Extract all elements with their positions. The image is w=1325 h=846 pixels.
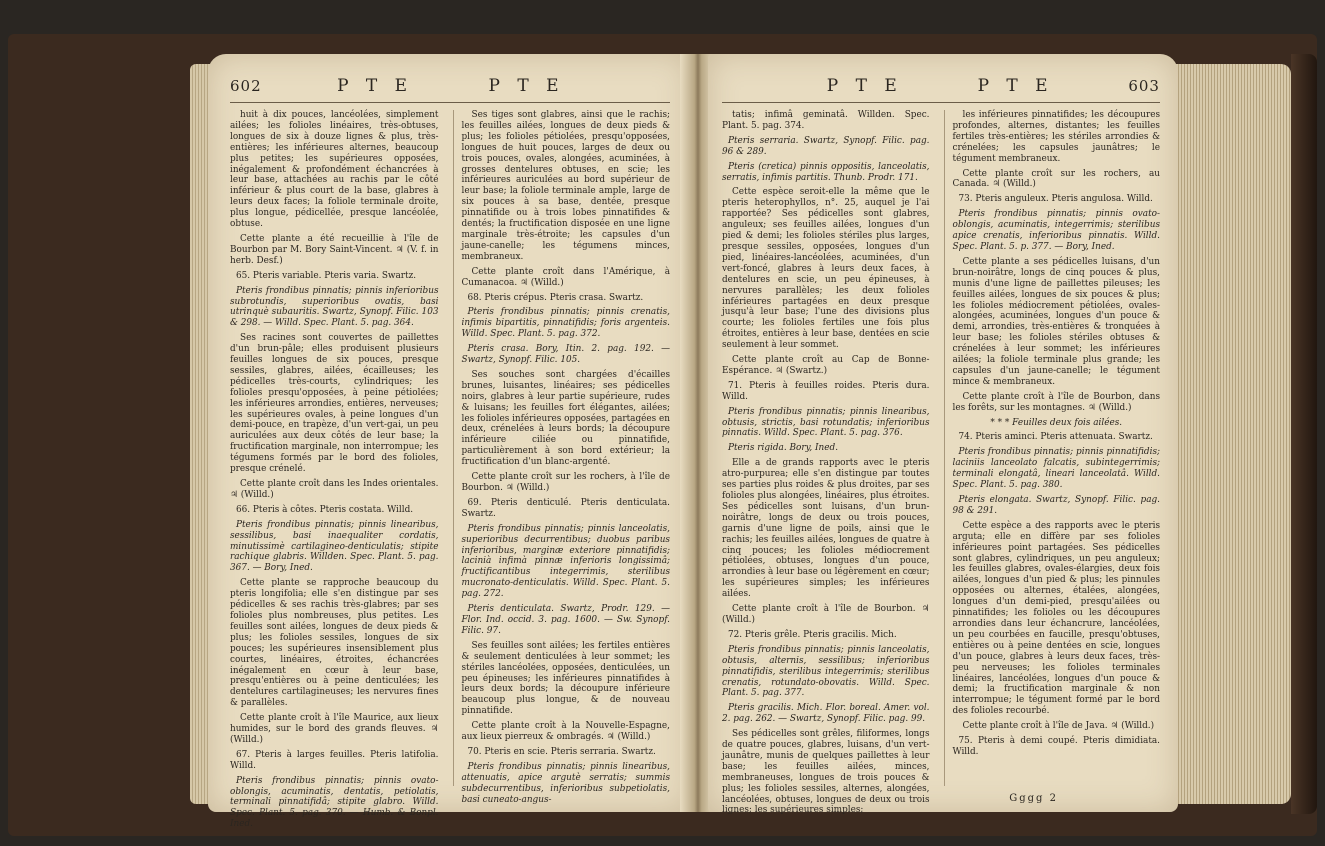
spine-shadow <box>1291 54 1317 814</box>
text-paragraph: Pteris frondibus pinnatis; pinnis linearibus, sessilibus, basi inaequaliter cordatis, minutissimè cartilagineo-denticulatis; stipite rachique glabris. Willden. Spec. Plant. 5. pag. 367. — Bory, Ined. <box>230 519 439 574</box>
right-running-head <box>722 76 1160 98</box>
left-running-head <box>230 76 670 98</box>
text-paragraph: les inférieures pinnatifides; les découpures profondes, alternes, distantes; les feuilles fertiles très-entières; les stériles arrondies & crénelées; les capsules jaunâtres; le tégument membraneux. <box>952 110 1160 164</box>
text-paragraph: Ses tiges sont glabres, ainsi que le rachis; les feuilles ailées, longues de deux pieds & plus; les folioles pétiolées, presqu'opposées, longues de huit pouces, larges de deux ou trois pouces, ovales, alongées, acuminées, à grosses dentelures obtuses, en scie; les inférieures auriculées au bord supérieur de leur base; la foliole terminale ample, large de six pouces à sa base, dentée, presque pinnatifide ou à trois lobes pinnatifides & dentés; la fructification disposée en une ligne marginale très-étroite; les capsules d'un jaune-canelle; les tégumens minces, membraneux. <box>461 110 670 262</box>
text-paragraph: Elle a de grands rapports avec le pteris atro-purpurea; elle s'en distingue par toutes ses parties plus roides & plus droites, par ses folioles plus alongées, linéaires, plus étroites. Ses pédicelles sont luisans, d'un brun-noirâtre, longs de deux ou trois pouces, garnis d'une ligne de poils, ainsi que le rachis; les feuilles ailées, longues de quatre à cinq pouces; les folioles médiocrement pétiolées, obtuses, longues d'un pouce, arrondies à leur base ou légèrement en cœur; les supérieures simples; les inférieures ailées. <box>722 458 930 600</box>
right-head-col1: P T E <box>826 76 903 96</box>
text-paragraph: Pteris frondibus pinnatis; pinnis linearibus, attenuatis, apice argutè serratis; summis subdecurrentibus, inferioribus subpetiolatis, basi cuneato-angus- <box>461 761 670 805</box>
left-head-col2: P T E <box>488 76 565 96</box>
text-paragraph: huit à dix pouces, lancéolées, simplement ailées; les folioles linéaires, très-obtuses, longues de six à douze lignes & plus, très-entières; les inférieures alternes, beaucoup plus petites; les supérieures opposées, inégalement & profondément échancrées à leur base, attachées au rachis par le côté inférieur & plus court de la base, glabres à leurs deux faces; la foliole terminale droite, plus longue, pédicellée, presque lancéolée, obtuse. <box>230 110 439 230</box>
text-paragraph: Pteris frondibus pinnatis; pinnis pinnatifidis; laciniis lanceolato falcatis, subintegerrimis; terminali elongatâ, lineari lanceolatâ. Willd. Spec. Plant. 5. pag. 380. <box>952 447 1160 491</box>
signature-mark: Gggg 2 <box>1009 793 1058 804</box>
text-paragraph: 69. Pteris denticulé. Pteris denticulata. Swartz. <box>461 497 670 519</box>
text-paragraph: Pteris frondibus pinnatis; pinnis lanceolatis, superioribus decurrentibus; duobus paribus inferioribus, marginæ exteriore pinnatifidis; lacinià infimà pinnæ inferioris longissimâ; fructificantibus integerrimis, sterilibus mucronato-denticulatis. Willd. Spec. Plant. 5. pag. 272. <box>461 523 670 600</box>
text-paragraph: Cette plante a été recueillie à l'île de Bourbon par M. Bory Saint-Vincent. ♃ (V. f. in herb. Desf.) <box>230 233 439 266</box>
text-paragraph: Cette plante croît sur les rochers, à l'île de Bourbon. ♃ (Willd.) <box>461 472 670 493</box>
text-paragraph: Cette plante se rapproche beaucoup du pteris longifolia; elle s'en distingue par ses pédicelles & ses rachis très-glabres; par ses folioles plus nombreuses, plus petites. Les feuilles sont ailées, longues de deux pieds & plus; les folioles sessiles, longues de six pouces; les supérieures insensiblement plus courtes, linéaires, étroites, échancrées inégalement en cœur à leur base, presqu'entières ou à peine denticulées; les dentelures cartilagineuses; les nervures fines & parallèles. <box>230 578 439 709</box>
left-column-1 <box>230 110 439 830</box>
text-paragraph: Ses racines sont couvertes de paillettes d'un brun-pâle; elles produisent plusieurs feuilles longues de six pouces, presque sessiles, glabres, ailées, écailleuses; les pédicelles très-courts, cylindriques; les folioles presqu'opposées, à peine pétiolées; les inférieures arrondies, entières, nerveuses; les supérieures ovales, à peine longues d'un demi-pouce, en trapèze, d'un vert-gai, un peu auriculées aux deux côtés de leur base; la fructification marginale, non interrompue; les tégumens formés par le bord des folioles, presque crénelé. <box>230 333 439 475</box>
text-paragraph: Pteris frondibus pinnatis; pinnis lanceolatis, obtusis, alternis, sessilibus; inferioribus pinnatifidis, sterilibus integerrimis; sterilibus crenatis, rotundato-obovatis. Willd. Spec. Plant. 5. pag. 377. <box>722 644 930 699</box>
text-paragraph: Pteris frondibus pinnatis; pinnis ovato-oblongis, acuminatis, integerrimis; sterilibus apice crenatis, inferioribus pinnatis. Willd. Spec. Plant. 5. p. 377. — Bory, Ined. <box>952 209 1160 252</box>
text-paragraph: Pteris frondibus pinnatis; pinnis crenatis, infimis bipartitis, pinnatifidis; foris argenteis. Willd. Spec. Plant. 5. pag. 372. <box>461 307 670 340</box>
text-paragraph: Pteris denticulata. Swartz, Prodr. 129. — Flor. Ind. occid. 3. pag. 1600. — Sw. Synopf. Filic. 97. <box>461 604 670 636</box>
text-paragraph: 70. Pteris en scie. Pteris serraria. Swartz. <box>467 746 656 757</box>
left-page-number: 602 <box>230 77 262 95</box>
left-page-edges <box>190 64 210 804</box>
text-paragraph: 74. Pteris aminci. Pteris attenuata. Swartz. <box>958 432 1153 443</box>
right-head-rule <box>722 102 1160 103</box>
right-page-edges <box>1176 64 1291 804</box>
right-head-col2: P T E <box>977 76 1054 96</box>
text-paragraph: Ses souches sont chargées d'écailles brunes, luisantes, linéaires; ses pédicelles noirs, glabres à leur partie supérieure, rudes & luisans; les feuilles fort élégantes, ailées; les folioles inférieures opposées, partagées en deux, crénelées à leurs bords; la découpure inférieure ciliée ou pinnatifide, particulièrement à son bord extérieur; la fructification d'un blanc-argenté. <box>461 369 670 468</box>
text-paragraph: 67. Pteris à larges feuilles. Pteris latifolia. Willd. <box>230 749 439 771</box>
text-paragraph: Cette plante croît sur les rochers, au Canada. ♃ (Willd.) <box>952 168 1160 190</box>
left-head-col1: P T E <box>337 76 414 96</box>
text-paragraph: Pteris frondibus pinnatis; pinnis ovato-oblongis, acuminatis, dentatis, petiolatis, terminali pinnatifidâ; stipite glabro. Willd. Spec. Plant. 5. pag. 370. — Humb. & Bonpl. Ined. <box>230 775 439 830</box>
text-paragraph: Cette espèce seroit-elle la même que le pteris heterophyllos, n°. 25, auquel je l'ai rapportée? Ses pédicelles sont glabres, anguleux; ses feuilles ailées, longues d'un pied & demi; les folioles stériles plus larges, presque sessiles, opposées, longues d'un pied, linéaires-lancéolées, acuminées, d'un vert-foncé, glabres à leurs deux faces, à dentelures en scie, un peu épineuses, à nervures parallèles; les deux folioles inférieures partagées en deux presque jusqu'à leur base; l'une des divisions plus courte; les folioles fertiles une fois plus étroites, entières à leur base, dentées en scie seulement à leur sommet. <box>722 187 930 351</box>
text-paragraph: Ses feuilles sont ailées; les fertiles entières & seulement denticulées à leur sommet; les stériles lancéolées, opposées, denticulées, un peu épineuses; les inférieures pinnatifides à leurs deux bords; la découpure inférieure beaucoup plus longue, & de nouveau pinnatifide. <box>461 640 670 717</box>
text-paragraph: Pteris gracilis. Mich. Flor. boreal. Amer. vol. 2. pag. 262. — Swartz, Synopf. Filic. pag. 99. <box>722 703 930 725</box>
text-paragraph: Pteris frondibus pinnatis; pinnis inferioribus subrotundis, superioribus ovatis, basi utrinquè subauritis. Swartz, Synopf. Filic. 103 & 298. — Willd. Spec. Plant. 5. pag. 364. <box>230 285 439 329</box>
text-paragraph: Cette plante croît à l'île Maurice, aux lieux humides, sur le bord des grands fleuves. ♃ (Willd.) <box>230 713 439 745</box>
text-paragraph: 75. Pteris à demi coupé. Pteris dimidiata. Willd. <box>952 736 1160 757</box>
left-columns <box>230 110 670 830</box>
right-page <box>708 54 1178 816</box>
text-paragraph: Cette plante croît au Cap de Bonne-Espérance. ♃ (Swartz.) <box>722 355 930 376</box>
book-spread <box>8 14 1317 836</box>
text-paragraph: Cette plante a ses pédicelles luisans, d'un brun-noirâtre, longs de cinq pouces & plus, munis d'une ligne de paillettes pileuses; les feuilles ailées, longues de six pouces & plus; les folioles médiocrement pétiolées, ovales-alongées, acuminées, longues d'un pouce & demi, arrondies, très-entières & tronquées à leur base; les folioles stériles obtuses & crénelées à leur sommet; les inférieures ailées; la foliole terminale plus grande; les capsules d'un jaune-canelle; le tégument mince & membraneux. <box>952 256 1160 387</box>
text-paragraph: Cette espèce a des rapports avec le pteris arguta; elle en diffère par ses folioles inférieures point partagées. Ses pédicelles sont glabres, cylindriques, un peu anguleux; les feuilles glabres, ovales-élargies, deux fois ailées, longues d'un pied & plus; les pinnules opposées ou alternes, étalées, alongées, longues d'un demi-pied, presqu'ailées ou pinnatifides; les folioles ou les découpures arrondies dans leur échancrure, lancéolées, un peu courbées en faucille, presqu'obtuses, entières ou à peine dentées en scie, longues d'un pouce, glabres à leurs deux faces, très-peu nerveuses; les folioles terminales linéaires, lancéolées, longues d'un pouce & demi; la fructification marginale & non interrompue; le tégument formé par le bord des folioles recourbé. <box>952 520 1160 717</box>
text-paragraph: Pteris rigida. Bory, Ined. <box>728 443 839 454</box>
text-paragraph: 66. Pteris à côtes. Pteris costata. Willd. <box>236 504 414 515</box>
text-paragraph: 72. Pteris grêle. Pteris gracilis. Mich. <box>728 629 897 640</box>
text-paragraph: Ses pédicelles sont grêles, filiformes, longs de quatre pouces, glabres, luisans, d'un vert-jaunâtre, munis de quelques paillettes à leur base; les feuilles ailées, minces, membraneuses, longues de trois pouces & plus; les folioles sessiles, alternes, alongées, lancéolées, obtuses, longues de deux ou trois lignes; les supérieures simples; <box>722 729 930 816</box>
text-paragraph: Pteris crasa. Bory, Itin. 2. pag. 192. — Swartz, Synopf. Filic. 105. <box>461 344 670 366</box>
text-paragraph: Pteris frondibus pinnatis; pinnis linearibus, obtusis, strictis, basi rotundatis; inferioribus pinnatis. Willd. Spec. Plant. 5. pag. 376. <box>722 406 930 439</box>
text-paragraph: Pteris (cretica) pinnis oppositis, lanceolatis, serratis, infimis partitis. Thunb. Prodr. 171. <box>722 161 930 183</box>
left-page <box>208 54 688 830</box>
text-paragraph: Cette plante croît à la Nouvelle-Espagne, aux lieux pierreux & ombragés. ♃ (Willd.) <box>461 721 670 743</box>
text-paragraph: Pteris serraria. Swartz, Synopf. Filic. pag. 96 & 289. <box>722 135 930 157</box>
right-page-number: 603 <box>1128 77 1160 95</box>
text-paragraph: Cette plante croît à l'île de Bourbon. ♃ (Willd.) <box>722 604 930 625</box>
text-paragraph: 73. Pteris anguleux. Pteris angulosa. Willd. <box>958 194 1153 205</box>
text-paragraph: Cette plante croît dans les Indes orientales. ♃ (Willd.) <box>230 479 439 500</box>
left-head-rule <box>230 102 670 103</box>
left-column-2 <box>453 110 671 805</box>
text-paragraph: Pteris elongata. Swartz, Synopf. Filic. pag. 98 & 291. <box>952 495 1160 516</box>
text-paragraph: * * * Feuilles deux fois ailées. <box>990 417 1123 428</box>
text-paragraph: Cette plante croît dans l'Amérique, à Cumanacoa. ♃ (Willd.) <box>461 266 670 288</box>
text-paragraph: 65. Pteris variable. Pteris varia. Swartz. <box>236 270 417 281</box>
text-paragraph: 68. Pteris crépus. Pteris crasa. Swartz. <box>467 292 644 303</box>
right-column-1 <box>722 110 930 816</box>
text-paragraph: Cette plante croît à l'île de Bourbon, dans les forêts, sur les montagnes. ♃ (Willd.) <box>952 391 1160 413</box>
text-paragraph: 71. Pteris à feuilles roides. Pteris dura. Willd. <box>722 380 930 402</box>
text-paragraph: Cette plante croît à l'île de Java. ♃ (Willd.) <box>962 721 1155 732</box>
text-paragraph: tatis; infimâ geminatâ. Willden. Spec. Plant. 5. pag. 374. <box>722 110 930 131</box>
right-column-2 <box>944 110 1161 786</box>
